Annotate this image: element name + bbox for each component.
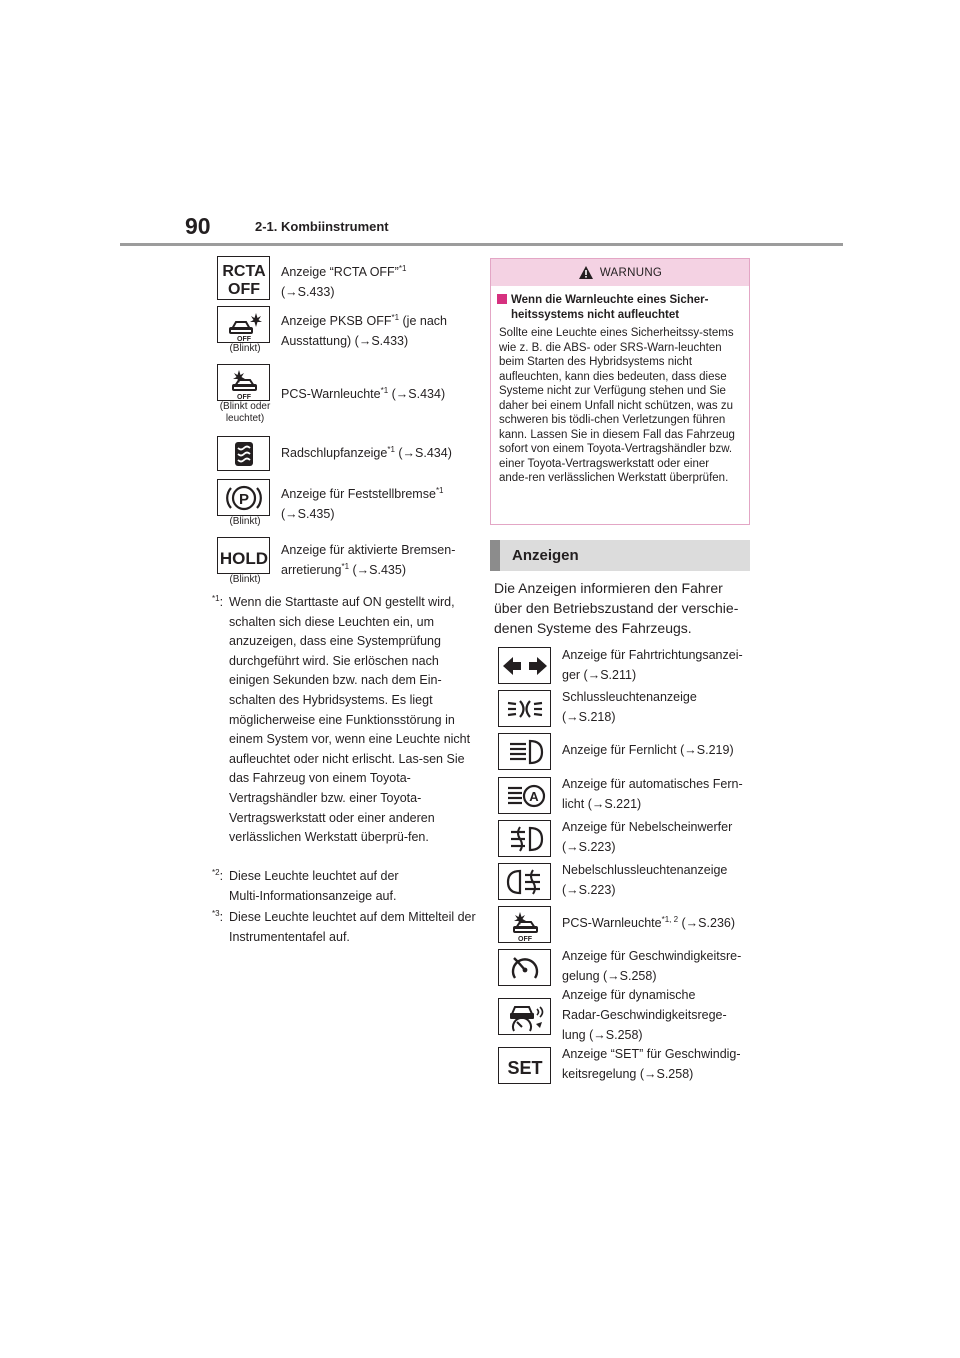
indicator-text-front-fog: Anzeige für Nebelscheinwerfer (→S.223) [562, 820, 733, 854]
indicator-text-rear-fog: Nebelschlussleuchtenanzeige (→S.223) [562, 863, 728, 897]
indicator-text-parking-brake: Anzeige für Feststellbremse$^{*1}$ (→S.435) [281, 486, 444, 521]
anzeigen-heading: Anzeigen [512, 547, 579, 564]
indicator-text-set: Anzeige “SET” für Geschwindig- keitsregelung (→S.258) [562, 1047, 741, 1081]
rcta-off-icon [217, 256, 270, 300]
dynamic-radar-cruise-icon [498, 998, 551, 1035]
indicator-text-rcta: Anzeige “RCTA OFF”$^{*1}$ (→S.433) [281, 264, 407, 299]
svg-text:OFF: OFF [236, 335, 251, 342]
indicator-text-pksb: Anzeige PKSB OFF$^{*1}$ (je nach Ausstattung) (→S.433) [281, 313, 447, 348]
warning-header [491, 259, 749, 286]
caption-pksb: (Blinkt) [229, 343, 261, 354]
indicator-text-high-beam: Anzeige für Fernlicht (→S.219) [562, 743, 734, 757]
svg-text:SET: SET [506, 1057, 543, 1078]
indicator-text-hold: Anzeige für aktivierte Bremsen- arretierung$^{*1}$ (→S.435) [281, 543, 456, 577]
svg-text:OFF: OFF [236, 393, 251, 400]
indicator-text-auto-high-beam: Anzeige für automatisches Fern- licht (→S.221) [562, 777, 743, 811]
indicator-text-cruise: Anzeige für Geschwindigkeitsre- gelung (→S.258) [562, 949, 742, 983]
page-number: 90 [185, 213, 211, 239]
heading-accent [490, 540, 500, 571]
section-title: 2-1. Kombiinstrument [255, 219, 389, 234]
auto-high-beam-icon [498, 777, 551, 814]
warning-label: WARNUNG [599, 266, 663, 279]
warning-bullet-square [497, 294, 507, 304]
indicator-text-tail-light: Schlussleuchtenanzeige (→S.218) [562, 690, 697, 724]
indicator-text-dynamic-radar: Anzeige für dynamische Radar-Geschwindigkeitsrege- lung (→S.258) [562, 988, 727, 1042]
footnote-1: $^{*1}$: Wenn die Starttaste auf ON gestellt wird, schalten sich diese Leuchten ein, um anzuzeigen, dass eine Systemprüfung durchgeführt wird. Sie erlöschen nach einigen Sekunden bzw. nach dem Ein-schalten des Hybridsystems. Es liegt möglicherweise eine Funktionsstörung in einem System vor, wenn eine Leuchte nicht aufleuchtet oder nicht erlischt. Las-sen Sie das Fahrzeug von einem Toyota-Vertragshändler bzw. einer Toyota-Vertragswerkstatt oder einer anderen verlässlichen Werkstatt überprü-fen. [212, 594, 471, 845]
set-icon [498, 1047, 551, 1084]
tail-light-icon [498, 690, 551, 727]
footnote-3: $^{*3}$: Diese Leuchte leuchtet auf dem Mittelteil der Instrumententafel auf. [212, 909, 476, 944]
svg-text:OFF: OFF [517, 935, 532, 942]
caption-parking-brake: (Blinkt) [229, 516, 261, 527]
anzeigen-heading-bar [490, 540, 750, 571]
pcs-warning-icon [498, 906, 551, 943]
indicator-text-pcs-right: PCS-Warnleuchte$^{*1, 2}$ (→S.236) [562, 915, 736, 930]
rear-fog-icon [498, 863, 551, 900]
header-rule [120, 243, 843, 246]
hold-icon [217, 537, 270, 574]
warning-box [490, 258, 750, 525]
front-fog-icon [498, 820, 551, 857]
caption-hold: (Blinkt) [229, 574, 261, 585]
high-beam-icon [498, 733, 551, 770]
pcs-warning-icon [217, 364, 270, 401]
slip-indicator-icon [217, 436, 270, 471]
indicator-text-slip: Radschlupfanzeige$^{*1}$ (→S.434) [281, 445, 452, 460]
svg-text:HOLD: HOLD [219, 548, 268, 568]
indicator-text-turn-signal: Anzeige für Fahrtrichtungsanzei- ger (→S.211) [562, 648, 743, 682]
pksb-off-icon [217, 306, 270, 343]
svg-text:A: A [528, 788, 539, 804]
svg-text:OFF: OFF [227, 281, 260, 298]
svg-text:P: P [238, 490, 249, 508]
svg-text:RCTA: RCTA [221, 263, 266, 280]
turn-signal-icon [498, 647, 551, 684]
parking-brake-icon [217, 479, 270, 516]
warning-title: Wenn die Warnleuchte eines Sicher-heitssystems nicht aufleuchtet [497, 293, 741, 322]
anzeigen-intro: Die Anzeigen informieren den Fahrer über den Betriebszustand der verschie-denen Systeme des Fahrzeugs. [494, 580, 739, 636]
caption-pcs: (Blinkt oder leuchtet) [219, 401, 271, 424]
cruise-control-icon [498, 949, 551, 986]
warning-body: Sollte eine Leuchte eines Sicherheitssy-stems wie z. B. die ABS- oder SRS-Warn-leuchten beim Starten des Hybridsystems nicht aufleuchten, kann dies bedeuten, dass diese Systeme nicht zur Verfügung stehen und Sie daher bei einem Unfall nicht schützen, was zu schweren bis tödli-chen Verletzungen führen kann. Lassen Sie in diesem Fall das Fahrzeug sofort von einem Toyota-Vertragshändler bzw. einer Toyota-Vertragswerkstatt oder einer ande-ren verlässlichen Werkstatt überprüfen. [499, 327, 735, 484]
warning-triangle-icon [578, 265, 594, 280]
footnote-2: $^{*2}$: Diese Leuchte leuchtet auf der Multi-Informationsanzeige auf. [212, 868, 399, 903]
indicator-text-pcs: PCS-Warnleuchte$^{*1}$ (→S.434) [281, 386, 446, 401]
